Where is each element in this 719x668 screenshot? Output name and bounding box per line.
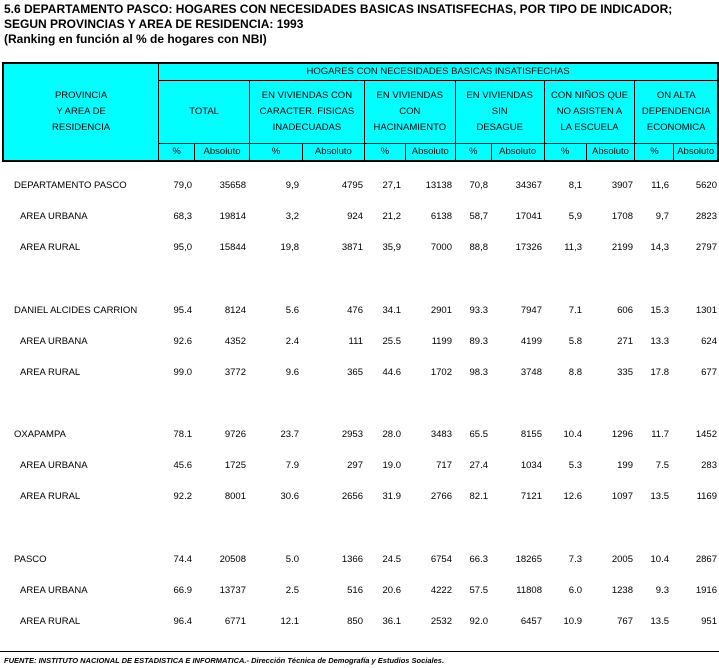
header-text: TOTAL	[189, 106, 219, 117]
table-row	[2, 176, 719, 196]
percent-cell: 27.4	[469, 460, 488, 471]
percent-cell: 45.6	[173, 460, 192, 471]
table-row	[2, 332, 719, 352]
absolute-cell: 3483	[430, 429, 452, 440]
absolute-cell: 717	[436, 460, 452, 471]
percent-cell: 99.0	[173, 367, 192, 378]
absolute-cell: 516	[347, 585, 363, 596]
percent-cell: 79,0	[173, 180, 192, 191]
absolute-cell: 4352	[224, 336, 246, 347]
percent-cell: 44.6	[382, 367, 401, 378]
absolute-cell: 2005	[611, 554, 633, 565]
subheader-pct: %	[455, 144, 491, 162]
row-label: AREA RURAL	[20, 367, 81, 378]
header-text: HACINAMIENTO	[373, 122, 447, 133]
percent-cell: 5.6	[285, 305, 299, 316]
absolute-cell: 365	[347, 367, 363, 378]
subheader-abs: Absoluto	[674, 144, 718, 162]
percent-cell: 8,1	[568, 180, 582, 191]
absolute-cell: 4199	[520, 336, 542, 347]
subheader-pct: %	[544, 144, 586, 162]
absolute-cell: 1169	[696, 491, 717, 502]
subheader-pct: %	[635, 144, 674, 162]
header-column	[364, 81, 455, 144]
percent-cell: 92.0	[469, 616, 488, 627]
absolute-cell: 13737	[219, 585, 246, 596]
percent-cell: 74.4	[173, 554, 192, 565]
percent-cell: 11,6	[651, 180, 669, 191]
table-row	[2, 456, 719, 476]
percent-cell: 7.9	[285, 460, 299, 471]
absolute-cell: 7121	[520, 491, 542, 502]
absolute-cell: 283	[701, 460, 717, 471]
table-header	[2, 62, 719, 162]
header-text: ON ALTA	[656, 90, 696, 101]
percent-cell: 98.3	[469, 367, 488, 378]
header-text: LA ESCUELA	[560, 122, 619, 133]
percent-cell: 5.0	[285, 554, 299, 565]
table-row	[2, 363, 719, 383]
header-column	[455, 81, 544, 144]
absolute-cell: 6457	[520, 616, 542, 627]
percent-cell: 7.1	[568, 305, 582, 316]
table-row	[2, 612, 719, 632]
source-note: FUENTE: INSTITUTO NACIONAL DE ESTADISTICA E INFORMATICA.- Dirección Técnica de Demografía y Estudios Sociales.	[4, 656, 445, 665]
page-title	[4, 2, 672, 47]
header-text: EN VIVIENDAS	[466, 90, 533, 101]
absolute-cell: 2199	[611, 242, 633, 253]
row-label: OXAPAMPA	[14, 429, 66, 440]
absolute-cell: 7000	[430, 242, 452, 253]
percent-cell: 17.8	[650, 367, 669, 378]
absolute-cell: 2797	[695, 242, 717, 253]
percent-cell: 15.3	[650, 305, 669, 316]
absolute-cell: 17041	[515, 211, 542, 222]
absolute-cell: 951	[701, 616, 717, 627]
percent-cell: 68,3	[173, 211, 192, 222]
header-text: PROVINCIA	[54, 90, 108, 101]
percent-cell: 2.5	[285, 585, 299, 596]
absolute-cell: 1097	[611, 491, 633, 502]
absolute-cell: 2766	[430, 491, 452, 502]
absolute-cell: 5620	[695, 180, 717, 191]
absolute-cell: 297	[347, 460, 363, 471]
title-line-2: SEGUN PROVINCIAS Y AREA DE RESIDENCIA: 1993	[4, 17, 304, 31]
row-label: AREA RURAL	[20, 491, 81, 502]
header-text: Y AREA DE	[56, 106, 106, 117]
header-text: ECONOMICA	[646, 122, 706, 133]
percent-cell: 24.5	[382, 554, 401, 565]
absolute-cell: 606	[617, 305, 633, 316]
percent-cell: 11,3	[564, 242, 582, 253]
header-column	[159, 81, 250, 144]
percent-cell: 34.1	[382, 305, 401, 316]
absolute-cell: 8124	[224, 305, 246, 316]
absolute-cell: 1452	[695, 429, 717, 440]
percent-cell: 5,9	[568, 211, 582, 222]
header-text: DEPENDENCIA	[641, 106, 711, 117]
header-text: EN VIVIENDAS CON	[261, 90, 353, 101]
percent-cell: 8.8	[568, 367, 582, 378]
percent-cell: 66.9	[173, 585, 192, 596]
absolute-cell: 8155	[520, 429, 542, 440]
header-column	[250, 81, 365, 144]
percent-cell: 65.5	[469, 429, 488, 440]
percent-cell: 5.8	[568, 336, 582, 347]
percent-cell: 11.7	[651, 429, 669, 440]
absolute-cell: 3748	[520, 367, 542, 378]
absolute-cell: 3871	[341, 242, 363, 253]
percent-cell: 27,1	[382, 180, 401, 191]
absolute-cell: 7947	[520, 305, 542, 316]
absolute-cell: 4222	[430, 585, 452, 596]
percent-cell: 89.3	[469, 336, 488, 347]
absolute-cell: 2953	[341, 429, 363, 440]
percent-cell: 6.0	[568, 585, 582, 596]
percent-cell: 95.4	[173, 305, 192, 316]
percent-cell: 21,2	[382, 211, 401, 222]
absolute-cell: 1916	[695, 585, 717, 596]
absolute-cell: 17326	[515, 242, 542, 253]
percent-cell: 13.3	[650, 336, 669, 347]
header-text	[159, 88, 249, 104]
row-label: AREA URBANA	[20, 211, 88, 222]
table-row	[2, 207, 719, 227]
percent-cell: 88,8	[469, 242, 488, 253]
absolute-cell: 1702	[430, 367, 452, 378]
absolute-cell: 2823	[695, 211, 717, 222]
percent-cell: 3,2	[285, 211, 299, 222]
subheader-abs: Absoluto	[491, 144, 544, 162]
percent-cell: 25.5	[382, 336, 401, 347]
percent-cell: 92.2	[173, 491, 192, 502]
header-text: INADECUADAS	[272, 122, 342, 133]
row-label: AREA URBANA	[20, 585, 88, 596]
row-label: AREA URBANA	[20, 336, 88, 347]
absolute-cell: 18265	[515, 554, 542, 565]
title-line-1: 5.6 DEPARTAMENTO PASCO: HOGARES CON NECESIDADES BASICAS INSATISFECHAS, POR TIPO DE INDICADOR;	[4, 2, 673, 16]
percent-cell: 10.9	[563, 616, 582, 627]
percent-cell: 19,8	[280, 242, 299, 253]
percent-cell: 13.5	[650, 491, 669, 502]
percent-cell: 14,3	[650, 242, 669, 253]
absolute-cell: 34367	[515, 180, 542, 191]
absolute-cell: 199	[617, 460, 633, 471]
percent-cell: 28.0	[382, 429, 401, 440]
percent-cell: 78.1	[173, 429, 192, 440]
row-label: AREA URBANA	[20, 460, 88, 471]
absolute-cell: 6754	[430, 554, 452, 565]
percent-cell: 9,7	[655, 211, 669, 222]
table-row	[2, 301, 719, 321]
row-label: DANIEL ALCIDES CARRION	[14, 305, 138, 316]
absolute-cell: 6138	[430, 211, 452, 222]
absolute-cell: 2867	[695, 554, 717, 565]
absolute-cell: 6771	[224, 616, 246, 627]
percent-cell: 7.3	[568, 554, 582, 565]
percent-cell: 9,9	[285, 180, 299, 191]
header-group: HOGARES CON NECESIDADES BASICAS INSATISFECHAS	[159, 63, 718, 81]
row-label: AREA RURAL	[20, 242, 81, 253]
percent-cell: 12.1	[280, 616, 299, 627]
percent-cell: 58,7	[469, 211, 488, 222]
subheader-abs: Absoluto	[302, 144, 364, 162]
percent-cell: 30.6	[280, 491, 299, 502]
percent-cell: 23.7	[280, 429, 299, 440]
subheader-abs: Absoluto	[195, 144, 250, 162]
absolute-cell: 1366	[341, 554, 363, 565]
header-text: SIN	[491, 106, 508, 117]
header-text: RESIDENCIA	[52, 122, 111, 133]
divider	[0, 651, 719, 652]
row-label: PASCO	[14, 554, 47, 565]
subheader-abs: Absoluto	[405, 144, 455, 162]
table-row	[2, 238, 719, 258]
percent-cell: 70,8	[469, 180, 488, 191]
header-text	[159, 120, 249, 136]
absolute-cell: 3772	[224, 367, 246, 378]
absolute-cell: 2901	[430, 305, 452, 316]
percent-cell: 92.6	[173, 336, 192, 347]
percent-cell: 82.1	[469, 491, 488, 502]
percent-cell: 20.6	[382, 585, 401, 596]
absolute-cell: 624	[701, 336, 717, 347]
absolute-cell: 1238	[611, 585, 633, 596]
header-province	[3, 63, 159, 161]
absolute-cell: 1199	[431, 336, 452, 347]
absolute-cell: 1725	[224, 460, 246, 471]
percent-cell: 13.5	[650, 616, 669, 627]
header-text: NO ASISTEN A	[556, 106, 623, 117]
absolute-cell: 3907	[611, 180, 633, 191]
percent-cell: 7.5	[655, 460, 669, 471]
percent-cell: 31.9	[382, 491, 401, 502]
percent-cell: 66.3	[469, 554, 488, 565]
absolute-cell: 111	[348, 336, 363, 347]
absolute-cell: 677	[701, 367, 717, 378]
subheader-pct: %	[364, 144, 405, 162]
row-label: DEPARTAMENTO PASCO	[14, 180, 127, 191]
subheader-pct: %	[159, 144, 195, 162]
header-column	[544, 81, 635, 144]
percent-cell: 96.4	[173, 616, 192, 627]
absolute-cell: 35658	[219, 180, 246, 191]
header-text: CON	[399, 106, 421, 117]
absolute-cell: 20508	[219, 554, 246, 565]
table-row	[2, 581, 719, 601]
percent-cell: 9.6	[285, 367, 299, 378]
subheader-pct: %	[250, 144, 303, 162]
absolute-cell: 476	[347, 305, 363, 316]
percent-cell: 35,9	[382, 242, 401, 253]
absolute-cell: 8001	[224, 491, 246, 502]
absolute-cell: 335	[617, 367, 633, 378]
percent-cell: 2.4	[285, 336, 299, 347]
absolute-cell: 850	[347, 616, 363, 627]
absolute-cell: 11808	[516, 585, 542, 596]
absolute-cell: 2532	[430, 616, 452, 627]
absolute-cell: 15844	[219, 242, 246, 253]
title-subtitle: (Ranking en función al % de hogares con NBI)	[4, 32, 267, 46]
absolute-cell: 1708	[611, 211, 633, 222]
subheader-abs: Absoluto	[586, 144, 635, 162]
percent-cell: 12.6	[563, 491, 582, 502]
table-row	[2, 425, 719, 445]
absolute-cell: 13138	[425, 180, 452, 191]
header-text: CARACTER. FISICAS	[259, 106, 355, 117]
absolute-cell: 1034	[520, 460, 542, 471]
percent-cell: 10.4	[563, 429, 582, 440]
header-column	[635, 81, 718, 144]
percent-cell: 95,0	[173, 242, 192, 253]
absolute-cell: 2656	[341, 491, 363, 502]
header-text: DESAGUE	[476, 122, 523, 133]
header-text: EN VIVIENDAS	[376, 90, 444, 101]
row-label: AREA RURAL	[20, 616, 81, 627]
header-text: CON NIÑOS QUE	[551, 90, 629, 101]
percent-cell: 10.4	[650, 554, 669, 565]
percent-cell: 57.5	[469, 585, 488, 596]
absolute-cell: 1301	[695, 305, 717, 316]
absolute-cell: 924	[347, 211, 363, 222]
percent-cell: 19.0	[382, 460, 401, 471]
absolute-cell: 271	[617, 336, 633, 347]
absolute-cell: 9726	[224, 429, 246, 440]
absolute-cell: 767	[617, 616, 633, 627]
table-row	[2, 487, 719, 507]
percent-cell: 93.3	[469, 305, 488, 316]
percent-cell: 36.1	[382, 616, 401, 627]
table-row	[2, 550, 719, 570]
percent-cell: 5.3	[568, 460, 582, 471]
absolute-cell: 1296	[611, 429, 633, 440]
percent-cell: 9.3	[655, 585, 669, 596]
absolute-cell: 19814	[219, 211, 246, 222]
absolute-cell: 4795	[341, 180, 363, 191]
